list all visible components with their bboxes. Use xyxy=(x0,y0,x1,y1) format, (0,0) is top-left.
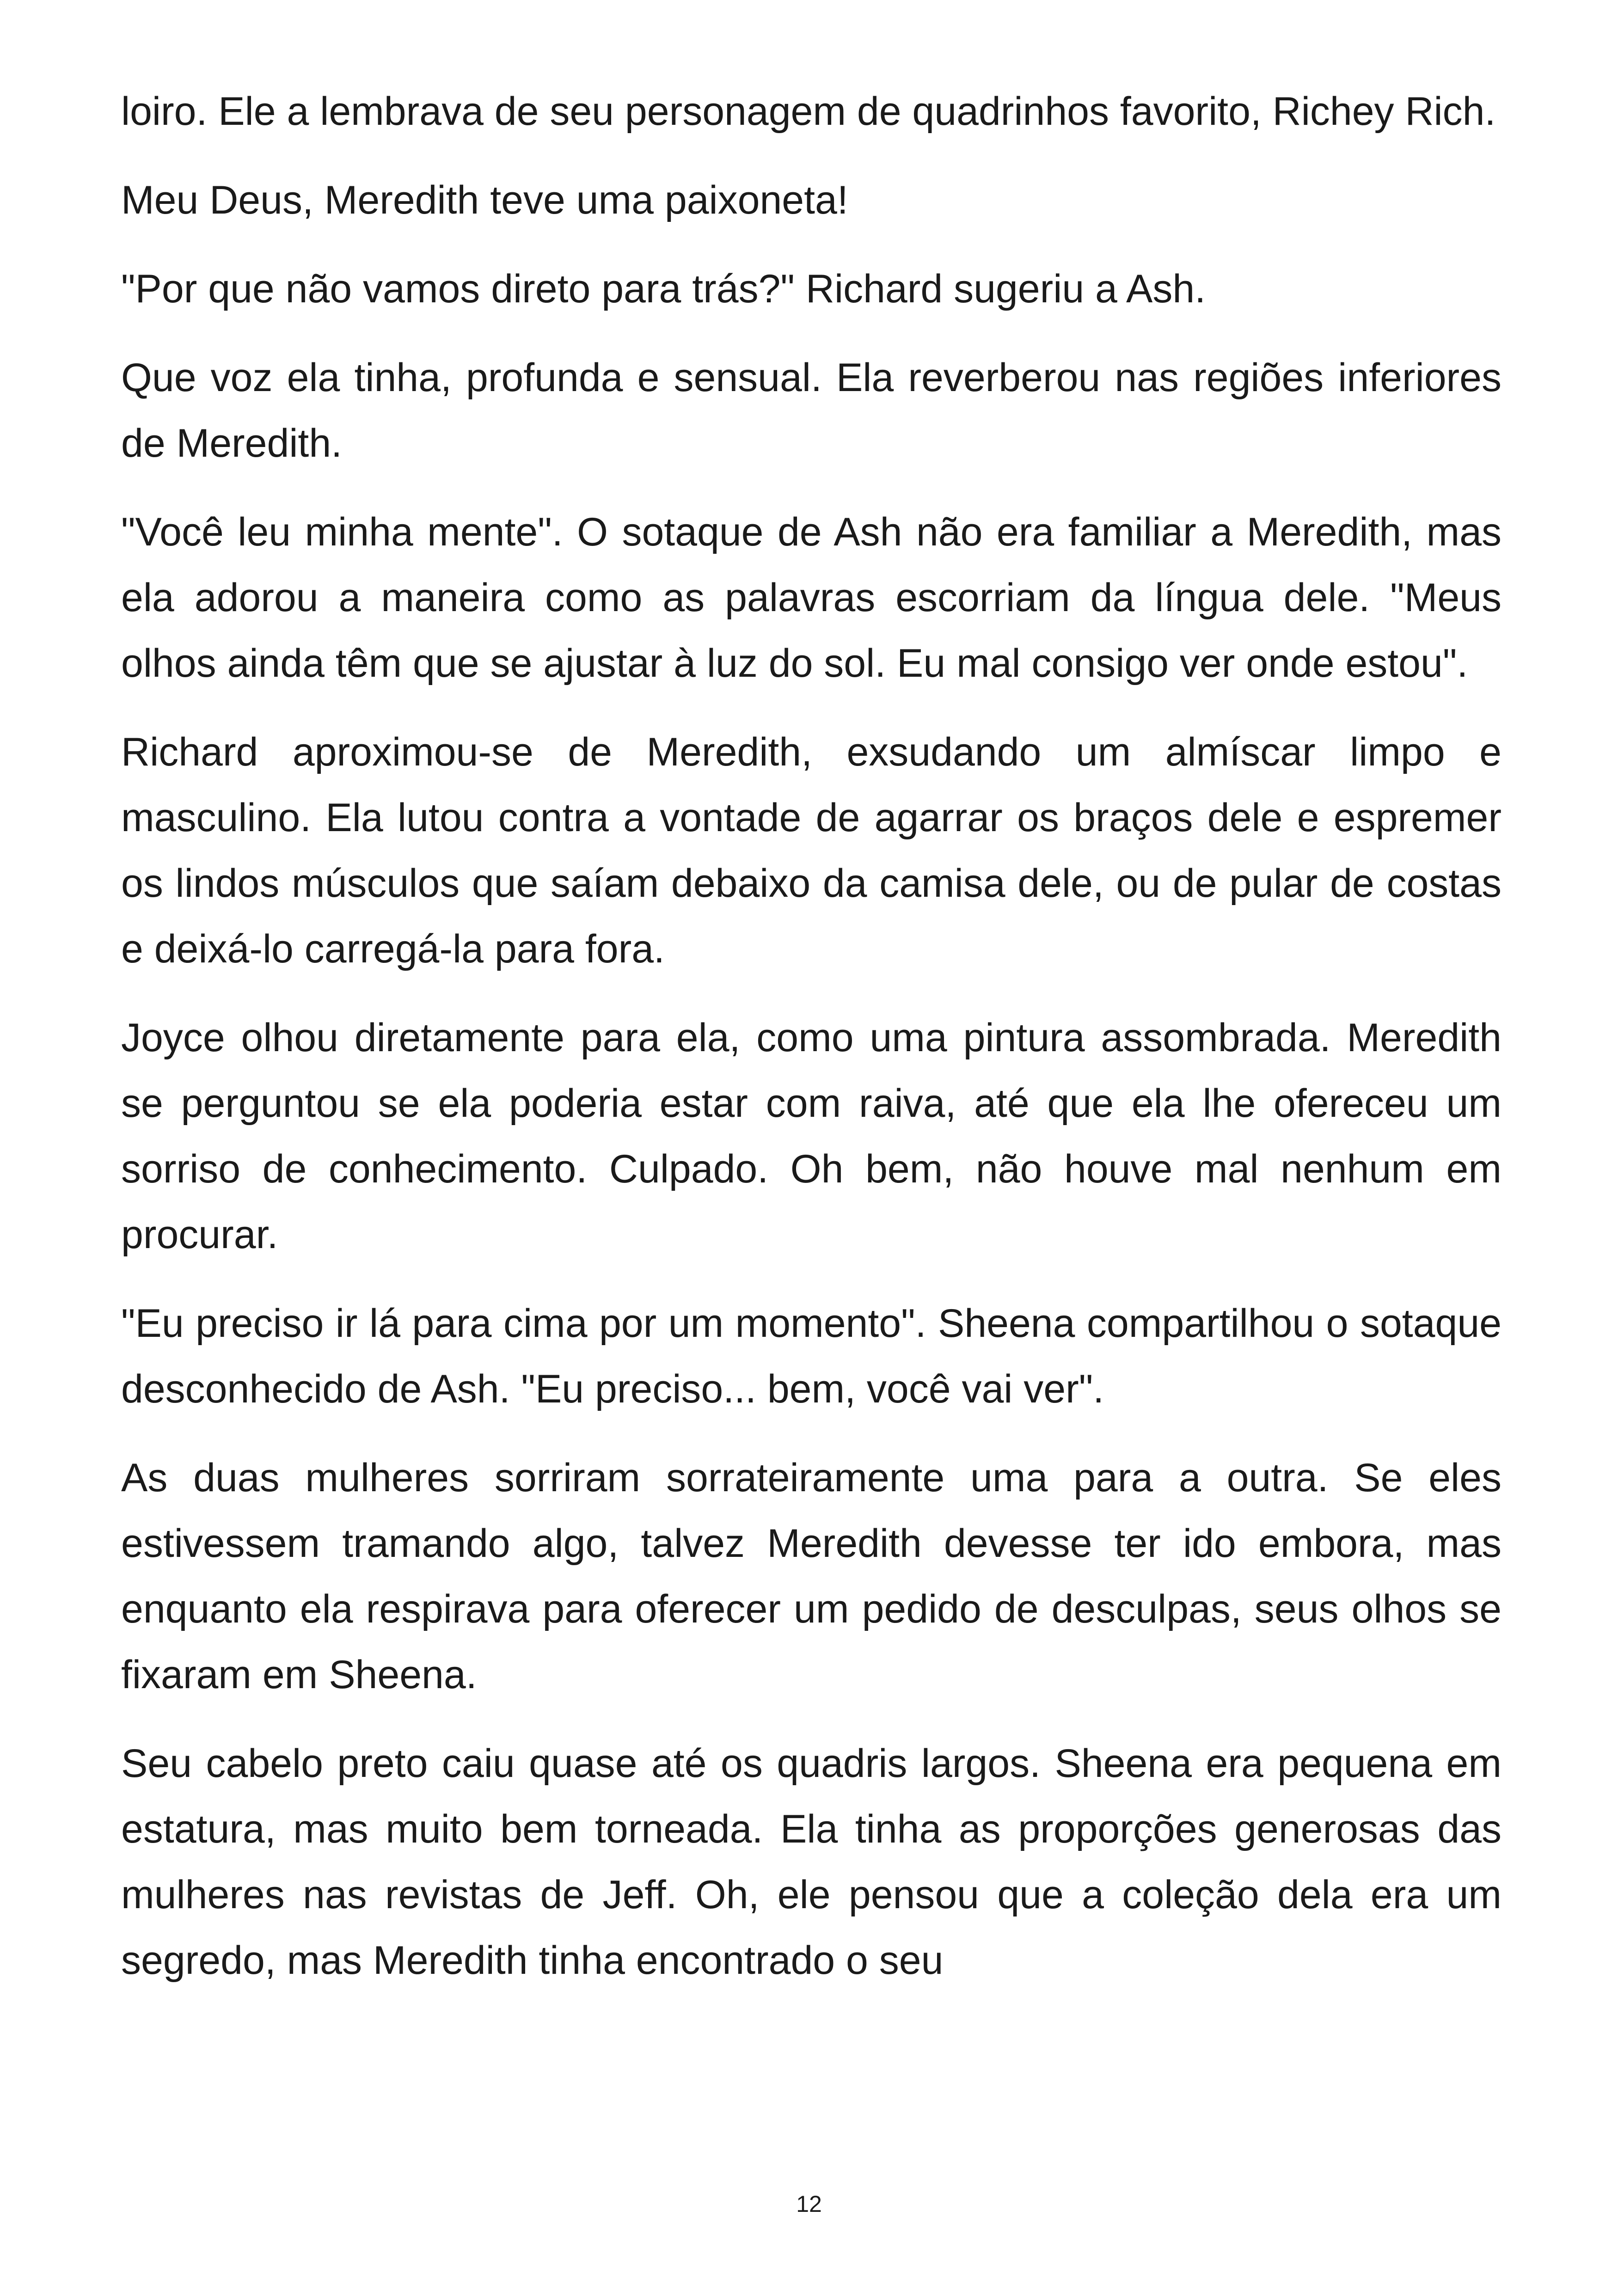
paragraph: Meu Deus, Meredith teve uma paixoneta! xyxy=(121,178,848,222)
paragraph: Richard aproximou-se de Meredith, exsudando um almíscar limpo e masculino. Ela lutou contra a vontade de agarrar os braços dele e espremer os lindos músculos que saíam debaixo da camisa dele, ou de pular de costas e deixá-lo carregá-la para fora. xyxy=(121,730,1502,971)
paragraph: Joyce olhou diretamente para ela, como uma pintura assombrada. Meredith se perguntou se ela poderia estar com raiva, até que ela lhe ofereceu um sorriso de conhecimento. Culpado. Oh bem, não houve mal nenhum em procurar. xyxy=(121,1016,1502,1257)
paragraph: Seu cabelo preto caiu quase até os quadris largos. Sheena era pequena em estatura, mas muito bem torneada. Ela tinha as proporções generosas das mulheres nas revistas de Jeff. Oh, ele pensou que a coleção dela era um segredo, mas Meredith tinha encontrado o seu xyxy=(121,1741,1502,1983)
paragraph: As duas mulheres sorriram sorrateiramente uma para a outra. Se eles estivessem tramando algo, talvez Meredith devesse ter ido embora, mas enquanto ela respirava para oferecer um pedido de desculpas, seus olhos se fixaram em Sheena. xyxy=(121,1456,1502,1697)
paragraph: "Por que não vamos direto para trás?" Richard sugeriu a Ash. xyxy=(121,267,1206,311)
paragraph: "Você leu minha mente". O sotaque de Ash não era familiar a Meredith, mas ela adorou a maneira como as palavras escorriam da língua dele. "Meus olhos ainda têm que se ajustar à luz do sol. Eu mal consigo ver onde estou". xyxy=(121,510,1502,686)
paragraph: Que voz ela tinha, profunda e sensual. Ela reverberou nas regiões inferiores de Meredith. xyxy=(121,355,1502,465)
body-text xyxy=(121,79,1502,2016)
paragraph: loiro. Ele a lembrava de seu personagem de quadrinhos favorito, Richey Rich. xyxy=(121,89,1496,134)
paragraph: "Eu preciso ir lá para cima por um momento". Sheena compartilhou o sotaque desconhecido de Ash. "Eu preciso... bem, você vai ver". xyxy=(121,1301,1502,1411)
page-number: 12 xyxy=(796,2191,822,2217)
